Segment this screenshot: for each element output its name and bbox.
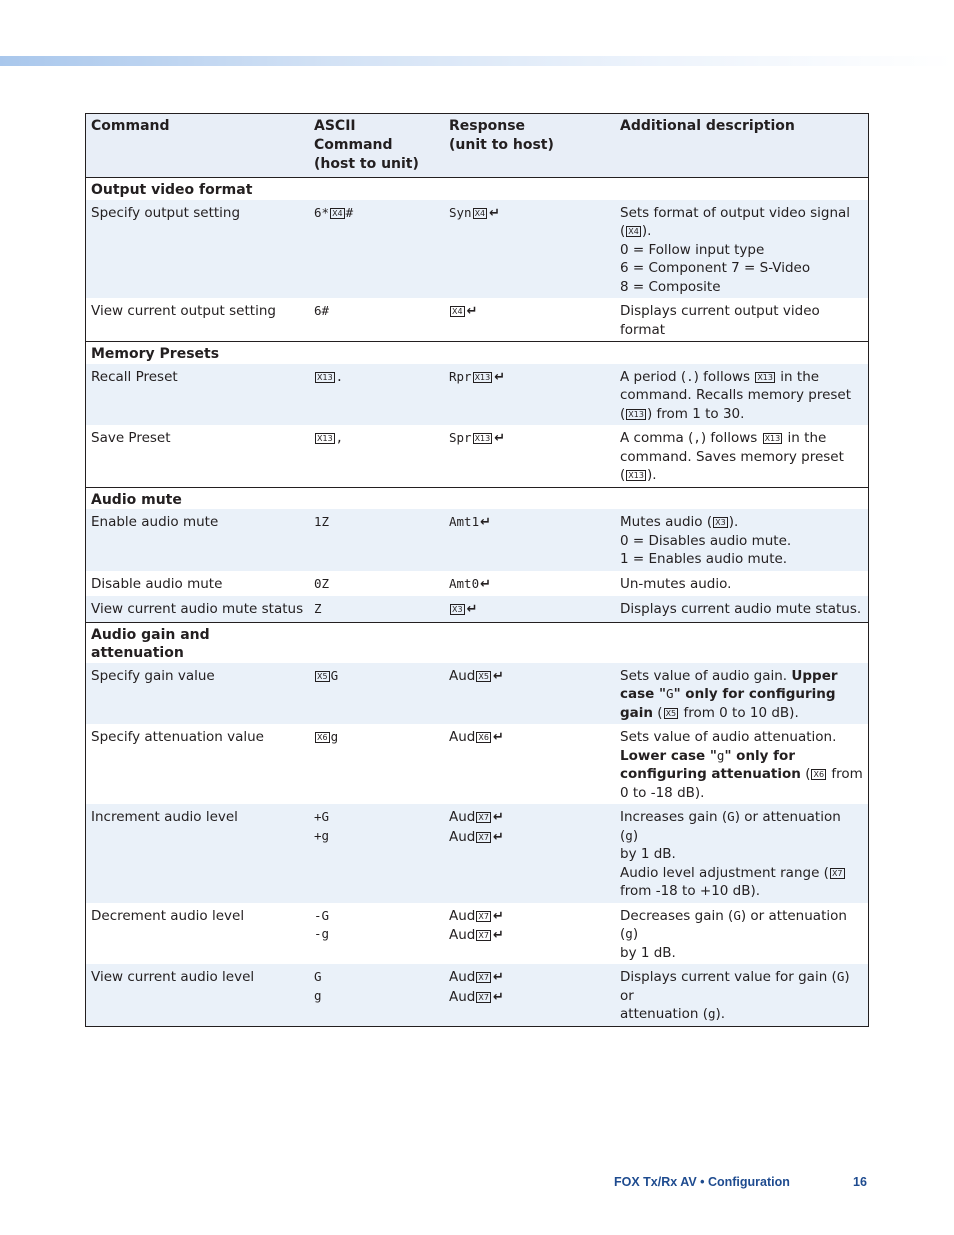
row-response: Syn X4 ↵ bbox=[444, 200, 615, 299]
return-icon: ↵ bbox=[492, 668, 504, 684]
command-table bbox=[85, 113, 869, 1027]
variable-box: X6 bbox=[317, 733, 328, 742]
row-response: Rpr X13 ↵ bbox=[444, 364, 615, 426]
footer-title: FOX Tx/Rx AV • Configuration bbox=[614, 1175, 790, 1189]
return-icon: ↵ bbox=[480, 515, 492, 530]
variable-box: X4 bbox=[332, 208, 343, 218]
table-row bbox=[86, 903, 869, 965]
row-response: Aud X7 ↵ Aud X7 ↵ bbox=[444, 804, 615, 903]
row-response bbox=[444, 298, 615, 342]
return-icon: ↵ bbox=[492, 989, 504, 1005]
row-command: View current audio level bbox=[86, 964, 310, 1026]
row-command: Increment audio level bbox=[86, 804, 310, 903]
row-description: Decreases gain (G) or attenuation (g) by 1 dB. bbox=[620, 907, 847, 961]
variable-box: X5 bbox=[478, 671, 489, 681]
table-row bbox=[86, 724, 869, 804]
page-number: 16 bbox=[853, 1175, 867, 1189]
row-ascii: X13 . bbox=[309, 364, 444, 426]
header-description: Additional description bbox=[615, 114, 869, 178]
row-response: Aud X6 ↵ bbox=[449, 729, 504, 745]
row-response: Spr X13 ↵ bbox=[449, 430, 506, 446]
row-ascii: Z bbox=[309, 596, 444, 622]
row-response bbox=[444, 596, 615, 622]
variable-box: X13 bbox=[474, 372, 491, 382]
return-icon: ↵ bbox=[480, 576, 492, 592]
row-description: Displays current output video format bbox=[620, 303, 820, 338]
variable-box: X5 bbox=[665, 708, 677, 718]
header-response: Response (unit to host) bbox=[444, 114, 615, 178]
table-row bbox=[86, 596, 869, 622]
return-icon: ↵ bbox=[494, 369, 506, 385]
variable-box: X7 bbox=[478, 931, 489, 940]
variable-box: X6 bbox=[813, 770, 825, 779]
table-row bbox=[86, 964, 869, 1026]
return-icon: ↵ bbox=[489, 205, 501, 221]
variable-box: X3 bbox=[715, 518, 726, 527]
return-icon: ↵ bbox=[494, 431, 506, 446]
variable-box: X7 bbox=[478, 813, 489, 822]
row-description: Sets value of audio attenuation. Lower case "g" only for configuring attenuation ( X6 from 0 to -18 dB). bbox=[620, 729, 863, 801]
row-command: Decrement audio level bbox=[91, 907, 245, 924]
row-response: Aud X5 ↵ bbox=[444, 663, 615, 725]
section-memory-presets: Memory Presets bbox=[86, 342, 869, 364]
section-output-video-format: Output video format bbox=[86, 178, 869, 200]
row-description: Un-mutes audio. bbox=[620, 575, 732, 592]
return-icon: ↵ bbox=[492, 810, 504, 825]
row-ascii: 6* X4 # bbox=[309, 200, 444, 299]
return-icon: ↵ bbox=[492, 970, 504, 985]
return-icon: ↵ bbox=[466, 602, 478, 617]
section-audio-mute: Audio mute bbox=[86, 487, 869, 509]
row-ascii: 1Z bbox=[309, 509, 444, 571]
return-icon: ↵ bbox=[492, 928, 504, 943]
variable-box: X13 bbox=[628, 471, 644, 480]
row-command: Recall Preset bbox=[86, 364, 310, 426]
return-icon: ↵ bbox=[492, 829, 504, 845]
row-command: Disable audio mute bbox=[91, 575, 223, 592]
variable-box: X13 bbox=[474, 434, 491, 443]
top-banner bbox=[0, 56, 954, 66]
variable-box: X4 bbox=[474, 208, 486, 218]
row-description: Sets format of output video signal ( X4 ). 0 = Follow input type 6 = Component 7 = S-Video 8 = Composite bbox=[615, 200, 869, 299]
return-icon: ↵ bbox=[492, 730, 504, 745]
row-command: Save Preset bbox=[91, 430, 171, 446]
row-ascii: 0Z bbox=[314, 575, 330, 591]
row-ascii: 6# bbox=[314, 303, 330, 318]
row-command: View current audio mute status bbox=[86, 596, 310, 622]
table-row bbox=[86, 804, 869, 903]
table-row bbox=[86, 571, 869, 597]
row-ascii: X5 G bbox=[309, 663, 444, 725]
variable-box: X13 bbox=[628, 409, 644, 419]
row-command: Specify gain value bbox=[86, 663, 310, 725]
return-icon: ↵ bbox=[492, 908, 504, 924]
row-command: View current output setting bbox=[91, 303, 276, 319]
row-description: Mutes audio ( X3 ). 0 = Disables audio mute. 1 = Enables audio mute. bbox=[615, 509, 869, 571]
variable-box: X7 bbox=[831, 868, 843, 878]
row-ascii: X6 g bbox=[317, 729, 339, 744]
row-description: A period (.) follows X13 in the command. Recalls memory preset ( X13 ) from 1 to 30. bbox=[615, 364, 869, 426]
row-description: A comma (,) follows X13 in the command. Saves memory preset ( X13 ). bbox=[620, 430, 844, 483]
return-icon: ↵ bbox=[466, 304, 478, 319]
variable-box: X13 bbox=[757, 372, 773, 382]
variable-box: X7 bbox=[478, 911, 489, 921]
row-response: Aud X7 ↵ Aud X7 ↵ bbox=[449, 907, 504, 943]
variable-box: X13 bbox=[317, 372, 333, 382]
row-ascii: +G +g bbox=[309, 804, 444, 903]
table-row bbox=[86, 425, 869, 487]
row-response: Aud X7 ↵ Aud X7 ↵ bbox=[444, 964, 615, 1026]
row-response: Amt1↵ bbox=[444, 509, 615, 571]
header-command: Command bbox=[86, 114, 310, 178]
section-audio-gain: Audio gain and attenuation bbox=[86, 622, 869, 663]
table-header-row bbox=[86, 114, 869, 178]
variable-box: X7 bbox=[478, 973, 489, 982]
row-ascii: X13 , bbox=[317, 430, 344, 445]
row-command: Enable audio mute bbox=[86, 509, 310, 571]
variable-box: X3 bbox=[452, 605, 463, 614]
row-response: Amt0↵ bbox=[449, 575, 492, 592]
variable-box: X5 bbox=[317, 671, 328, 681]
table-row bbox=[86, 663, 869, 725]
variable-box: X13 bbox=[764, 434, 781, 443]
row-command: Specify attenuation value bbox=[91, 729, 264, 745]
variable-box: X7 bbox=[478, 992, 489, 1002]
row-ascii: -G -g bbox=[314, 907, 330, 941]
row-description: Displays current value for gain (G) or attenuation (g). bbox=[615, 964, 869, 1026]
row-description: Sets value of audio gain. Upper case "G" only for configuring gain ( X5 from 0 to 10 dB). bbox=[615, 663, 869, 725]
variable-box: X4 bbox=[452, 307, 463, 316]
row-ascii: G g bbox=[309, 964, 444, 1026]
variable-box: X4 bbox=[628, 227, 639, 236]
table-row bbox=[86, 509, 869, 571]
row-description: Displays current audio mute status. bbox=[615, 596, 869, 622]
table-row bbox=[86, 364, 869, 426]
variable-box: X7 bbox=[478, 832, 489, 842]
table-row bbox=[86, 298, 869, 342]
table-row bbox=[86, 200, 869, 299]
header-ascii: ASCII Command (host to unit) bbox=[309, 114, 444, 178]
variable-box: X13 bbox=[317, 434, 333, 443]
row-command: Specify output setting bbox=[86, 200, 310, 299]
row-description: Increases gain (G) or attenuation (g) by 1 dB. Audio level adjustment range ( X7 from -18 to +10 dB). bbox=[615, 804, 869, 903]
variable-box: X6 bbox=[478, 733, 489, 742]
